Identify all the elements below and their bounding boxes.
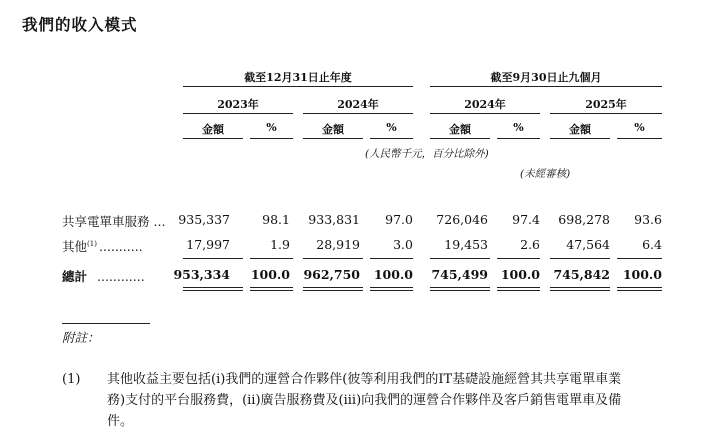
col-amount-4: 金額 (569, 123, 591, 136)
cell: 726,046 (436, 212, 488, 227)
cell: 100.0 (622, 267, 662, 282)
cell: 98.1 (262, 212, 290, 227)
cell: 3.0 (393, 237, 413, 252)
total-top-rule (550, 258, 610, 259)
cell: 953,334 (173, 267, 230, 282)
cell: 47,564 (566, 237, 610, 252)
note-line-1: 其他收益主要包括(i)我們的運營合作夥伴(彼等利用我們的IT基礎設施經營其共享電單車業 (107, 372, 622, 387)
section-title: 我們的收入模式 (22, 15, 138, 34)
cell: 100.0 (500, 267, 540, 282)
col-rule (430, 138, 490, 139)
col-rule (497, 138, 540, 139)
note-line-3: 件。 (107, 414, 134, 429)
group-header-year: 截至12月31日止年度 (244, 71, 352, 84)
col-rule (303, 138, 363, 139)
year-header-1: 2023年 (217, 98, 259, 111)
cell: 6.4 (642, 237, 662, 252)
col-pct-3: % (513, 121, 524, 134)
cell: 935,337 (178, 212, 230, 227)
group-rule-nine-months (430, 86, 662, 87)
unaudited-note: (未經審核) (520, 168, 571, 180)
cell: 28,919 (316, 237, 360, 252)
total-top-rule (250, 258, 293, 259)
col-rule (617, 138, 662, 139)
note-line-2: 務)支付的平台服務費，(ii)廣告服務費及(iii)向我們的運營合作夥伴及客戶銷售電單車及備 (107, 393, 622, 408)
col-pct-1: % (266, 121, 277, 134)
year-rule-3 (430, 113, 540, 114)
col-pct-2: % (386, 121, 397, 134)
col-amount-1: 金額 (202, 123, 224, 136)
cell: 698,278 (558, 212, 610, 227)
year-rule-1 (183, 113, 293, 114)
cell: 17,997 (186, 237, 230, 252)
year-rule-2 (303, 113, 413, 114)
year-header-3: 2024年 (464, 98, 506, 111)
cell: 93.6 (634, 212, 662, 227)
group-rule-year (183, 86, 413, 87)
cell: 97.4 (512, 212, 540, 227)
cell: 745,499 (431, 267, 488, 282)
note-marker: (1) (62, 372, 81, 387)
total-top-rule (303, 258, 363, 259)
total-top-rule (370, 258, 413, 259)
cell: 933,831 (308, 212, 360, 227)
col-rule (183, 138, 243, 139)
col-rule (550, 138, 610, 139)
cell: 1.9 (270, 237, 290, 252)
cell: 2.6 (520, 237, 540, 252)
cell: 745,842 (553, 267, 610, 282)
col-amount-3: 金額 (449, 123, 471, 136)
total-top-rule (183, 258, 243, 259)
year-rule-4 (550, 113, 662, 114)
cell: 962,750 (303, 267, 360, 282)
col-rule (370, 138, 413, 139)
row-label-ebike-service: 共享電單車服務 ... (62, 214, 166, 229)
col-rule (250, 138, 293, 139)
group-header-nine-months: 截至9月30日止九個月 (490, 71, 602, 84)
cell: 100.0 (373, 267, 413, 282)
notes-title: 附註： (62, 330, 100, 345)
unit-note: (人民幣千元，百分比除外) (365, 148, 489, 160)
col-amount-2: 金額 (322, 123, 344, 136)
year-header-4: 2025年 (585, 98, 627, 111)
row-label-total: 總計 ............ (62, 269, 145, 284)
total-top-rule (430, 258, 490, 259)
cell: 97.0 (385, 212, 413, 227)
cell: 100.0 (250, 267, 290, 282)
notes-divider (62, 323, 150, 324)
total-top-rule (497, 258, 540, 259)
total-top-rule (617, 258, 662, 259)
cell: 19,453 (444, 237, 488, 252)
col-pct-4: % (634, 121, 645, 134)
year-header-2: 2024年 (337, 98, 379, 111)
row-label-others: 其他$^{(1)}$ ........... (62, 239, 143, 254)
